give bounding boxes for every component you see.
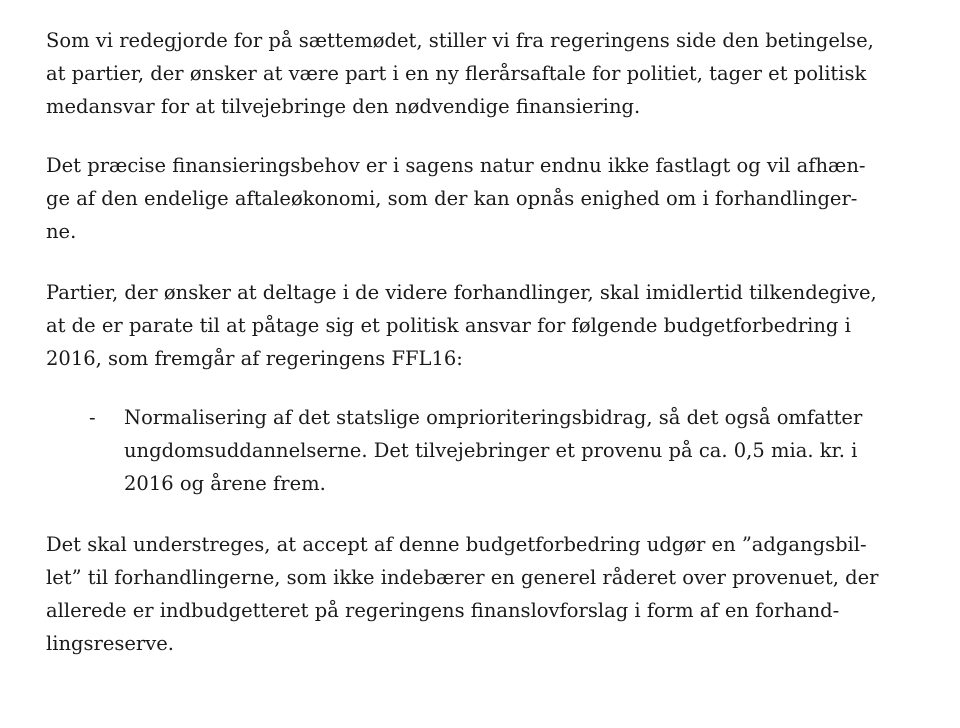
paragraph-5-line-4: lingsreserve.	[46, 632, 175, 655]
paragraph-2-line-1: Det præcise finansieringsbehov er i sagens natur endnu ikke fastlagt og vil afhæn-	[46, 154, 866, 177]
paragraph-5-line-3: allerede er indbudgetteret på regeringens finanslovforslag i form af en forhand-	[46, 599, 840, 622]
bullet-line-3: 2016 og årene frem.	[124, 472, 326, 495]
paragraph-3-line-1: Partier, der ønsker at deltage i de videre forhandlinger, skal imidlertid tilkendegive,	[46, 281, 877, 304]
paragraph-3-line-3: 2016, som fremgår af regeringens FFL16:	[46, 347, 463, 370]
paragraph-1-line-2: at partier, der ønsker at være part i en ny flerårsaftale for politiet, tager et politisk	[46, 62, 867, 85]
paragraph-5-line-1: Det skal understreges, at accept af denne budgetforbedring udgør en ”adgangsbil-	[46, 533, 867, 556]
bullet-dash: -	[89, 406, 96, 429]
bullet-line-2: ungdomsuddannelserne. Det tilvejebringer et provenu på ca. 0,5 mia. kr. i	[124, 439, 858, 462]
paragraph-2-line-2: ge af den endelige aftaleøkonomi, som der kan opnås enighed om i forhandlinger-	[46, 187, 858, 210]
paragraph-5-line-2: let” til forhandlingerne, som ikke indebærer en generel råderet over provenuet, der	[46, 566, 879, 589]
paragraph-1-line-1: Som vi redegjorde for på sættemødet, stiller vi fra regeringens side den betingelse,	[46, 29, 874, 52]
paragraph-1-line-3: medansvar for at tilvejebringe den nødvendige finansiering.	[46, 95, 641, 118]
bullet-line-1: Normalisering af det statslige omprioriteringsbidrag, så det også omfatter	[124, 406, 863, 429]
paragraph-2-line-3: ne.	[46, 220, 77, 243]
paragraph-3-line-2: at de er parate til at påtage sig et politisk ansvar for følgende budgetforbedring i	[46, 314, 851, 337]
